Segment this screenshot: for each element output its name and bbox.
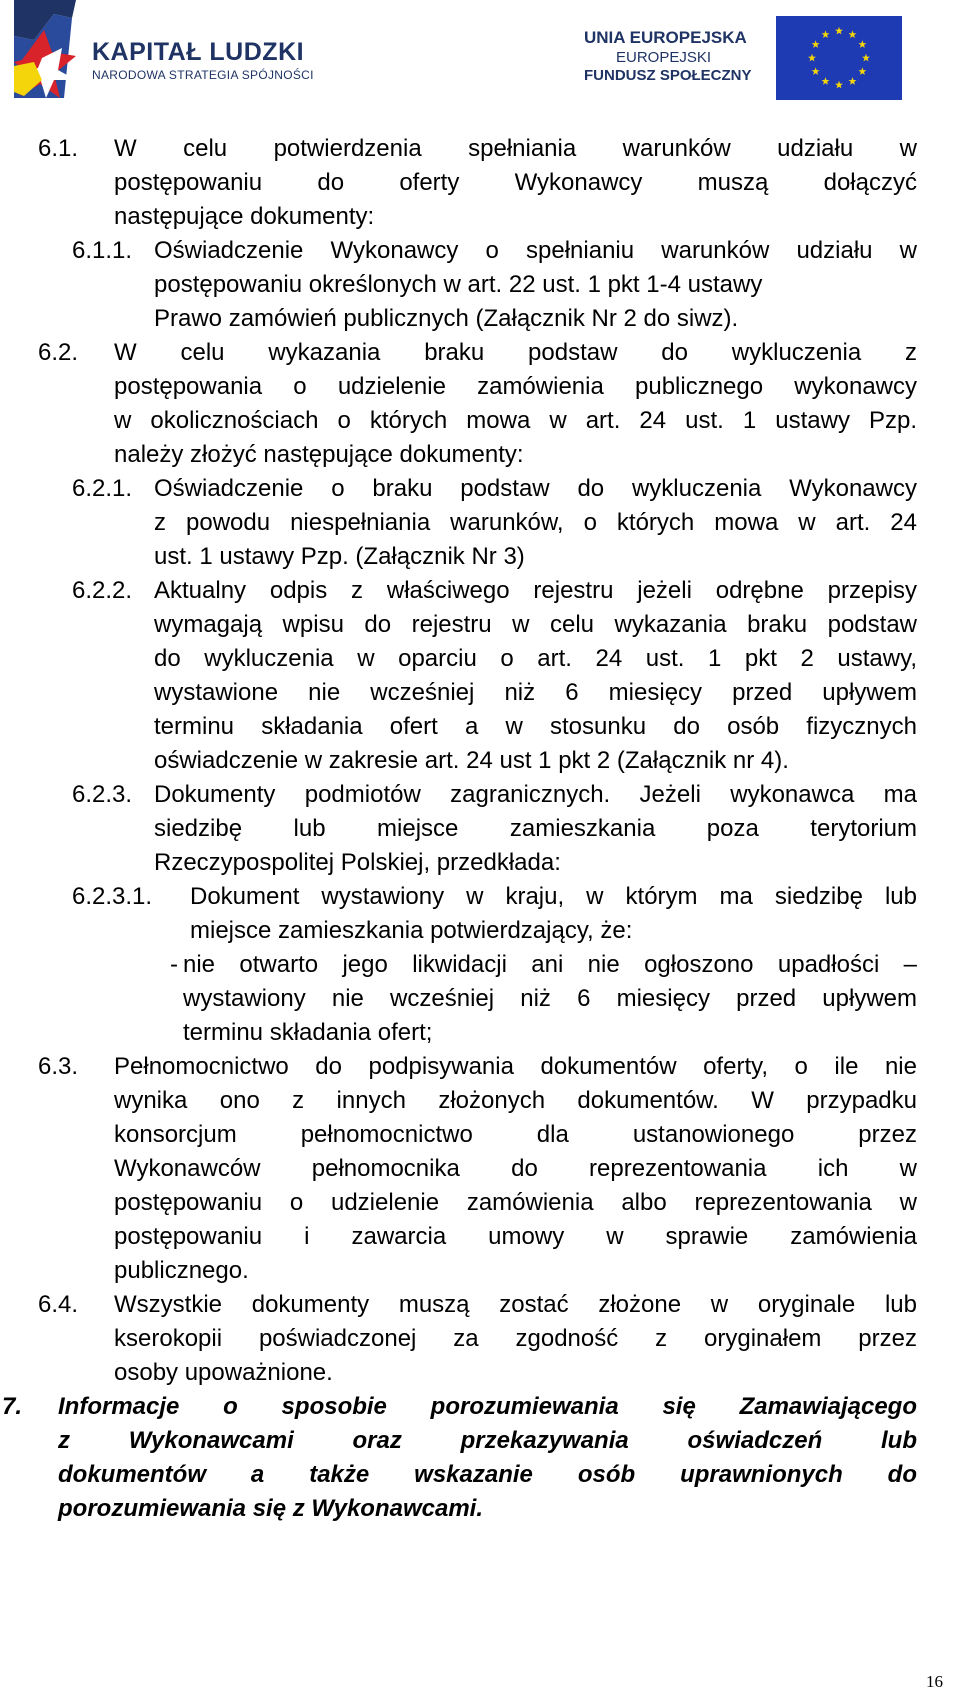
text-line: wystawiony nie wcześniej niż 6 miesięcy przed upływem: [183, 985, 917, 1012]
page-number: 16: [926, 1672, 943, 1691]
text-line: Aktualny odpis z właściwego rejestru jeżeli odrębne przepisy: [154, 577, 917, 604]
section-number: 6.4.: [38, 1291, 79, 1318]
heading-line: porozumiewania się z Wykonawcami.: [58, 1495, 484, 1522]
text-line: Dokument wystawiony w kraju, w którym ma siedzibę lub: [190, 883, 917, 910]
kapital-ludzki-subtitle: NARODOWA STRATEGIA SPÓJNOŚCI: [92, 68, 314, 82]
text-line: kserokopii poświadczonej za zgodność z oryginałem przez: [114, 1325, 917, 1352]
text-line: postępowaniu o udzielenie zamówienia albo reprezentowania w: [114, 1189, 917, 1216]
eu-line2: EUROPEJSKI: [616, 49, 712, 66]
text-line: Pełnomocnictwo do podpisywania dokumentów oferty, o ile nie: [114, 1053, 917, 1080]
heading-line: z Wykonawcami oraz przekazywania oświadczeń lub: [58, 1427, 917, 1454]
section-number: 6.2.: [38, 339, 79, 366]
eu-line3: FUNDUSZ SPOŁECZNY: [584, 67, 752, 84]
text-line: konsorcjum pełnomocnictwo dla ustanowionego przez: [114, 1121, 917, 1148]
text-line: następujące dokumenty:: [114, 203, 375, 230]
text-line: W celu wykazania braku podstaw do wykluczenia z: [114, 339, 917, 366]
kapital-ludzki-logo-icon: [14, 0, 84, 98]
text-line: wystawione nie wcześniej niż 6 miesięcy przed upływem: [154, 679, 917, 706]
text-line: Oświadczenie Wykonawcy o spełnianiu warunków udziału w: [154, 237, 917, 264]
text-line: do wykluczenia w oparciu o art. 24 ust. 1 pkt 2 ustawy,: [154, 645, 917, 672]
section-number: 6.3.: [38, 1053, 79, 1080]
section-number: 6.2.2.: [72, 577, 133, 604]
text-line: Prawo zamówień publicznych (Załącznik Nr 2 do siwz).: [154, 305, 739, 332]
text-line: siedzibę lub miejsce zamieszkania poza terytorium: [154, 815, 917, 842]
text-line: terminu składania ofert a w stosunku do osób fizycznych: [154, 713, 917, 740]
eu-line1: UNIA EUROPEJSKA: [584, 28, 747, 47]
kapital-ludzki-title: KAPITAŁ LUDZKI: [92, 38, 305, 66]
text-line: Rzeczypospolitej Polskiej, przedkłada:: [154, 849, 561, 876]
text-line: postępowaniu i zawarcia umowy w sprawie zamówienia: [114, 1223, 917, 1250]
text-line: oświadczenie w zakresie art. 24 ust 1 pkt 2 (Załącznik nr 4).: [154, 747, 789, 774]
bullet-dash: -: [170, 951, 178, 978]
section-number: 6.2.3.: [72, 781, 133, 808]
text-line: postępowaniu określonych w art. 22 ust. 1 pkt 1-4 ustawy: [154, 271, 763, 298]
text-line: terminu składania ofert;: [183, 1019, 433, 1046]
kapital-ludzki-text: [92, 38, 314, 82]
heading-line: dokumentów a także wskazanie osób uprawnionych do: [58, 1461, 917, 1488]
text-line: w okolicznościach o których mowa w art. 24 ust. 1 ustawy Pzp.: [114, 407, 917, 434]
text-line: wymagają wpisu do rejestru w celu wykazania braku podstaw: [154, 611, 917, 638]
eu-flag-icon: [776, 16, 902, 100]
text-line: ust. 1 ustawy Pzp. (Załącznik Nr 3): [154, 543, 525, 570]
section-number: 6.1.1.: [72, 237, 133, 264]
text-line: z powodu niespełniania warunków, o których mowa w art. 24: [154, 509, 917, 536]
text-line: miejsce zamieszkania potwierdzający, że:: [190, 917, 633, 944]
page-header: [0, 0, 960, 110]
text-line: publicznego.: [114, 1257, 249, 1284]
text-line: postępowaniu do oferty Wykonawcy muszą dołączyć: [114, 169, 917, 196]
text-line: Oświadczenie o braku podstaw do wykluczenia Wykonawcy: [154, 475, 917, 502]
section-number: 6.2.1.: [72, 475, 133, 502]
section-number: 6.1.: [38, 135, 79, 162]
text-line: osoby upoważnione.: [114, 1359, 333, 1386]
text-line: wynika ono z innych złożonych dokumentów. W przypadku: [114, 1087, 917, 1114]
text-line: należy złożyć następujące dokumenty:: [114, 441, 524, 468]
heading-line: Informacje o sposobie porozumiewania się Zamawiającego: [58, 1393, 917, 1420]
section-number: 6.2.3.1.: [72, 883, 153, 910]
text-line: Wykonawców pełnomocnika do reprezentowania ich w: [114, 1155, 917, 1182]
text-line: nie otwarto jego likwidacji ani nie ogłoszono upadłości –: [183, 951, 917, 978]
text-line: W celu potwierdzenia spełniania warunków udziału w: [114, 135, 917, 162]
eu-text: [584, 27, 752, 85]
section-number: 7.: [2, 1393, 23, 1420]
text-line: Wszystkie dokumenty muszą zostać złożone w oryginale lub: [114, 1291, 917, 1318]
text-line: postępowania o udzielenie zamówienia publicznego wykonawcy: [114, 373, 917, 400]
text-line: Dokumenty podmiotów zagranicznych. Jeżeli wykonawca ma: [154, 781, 917, 808]
